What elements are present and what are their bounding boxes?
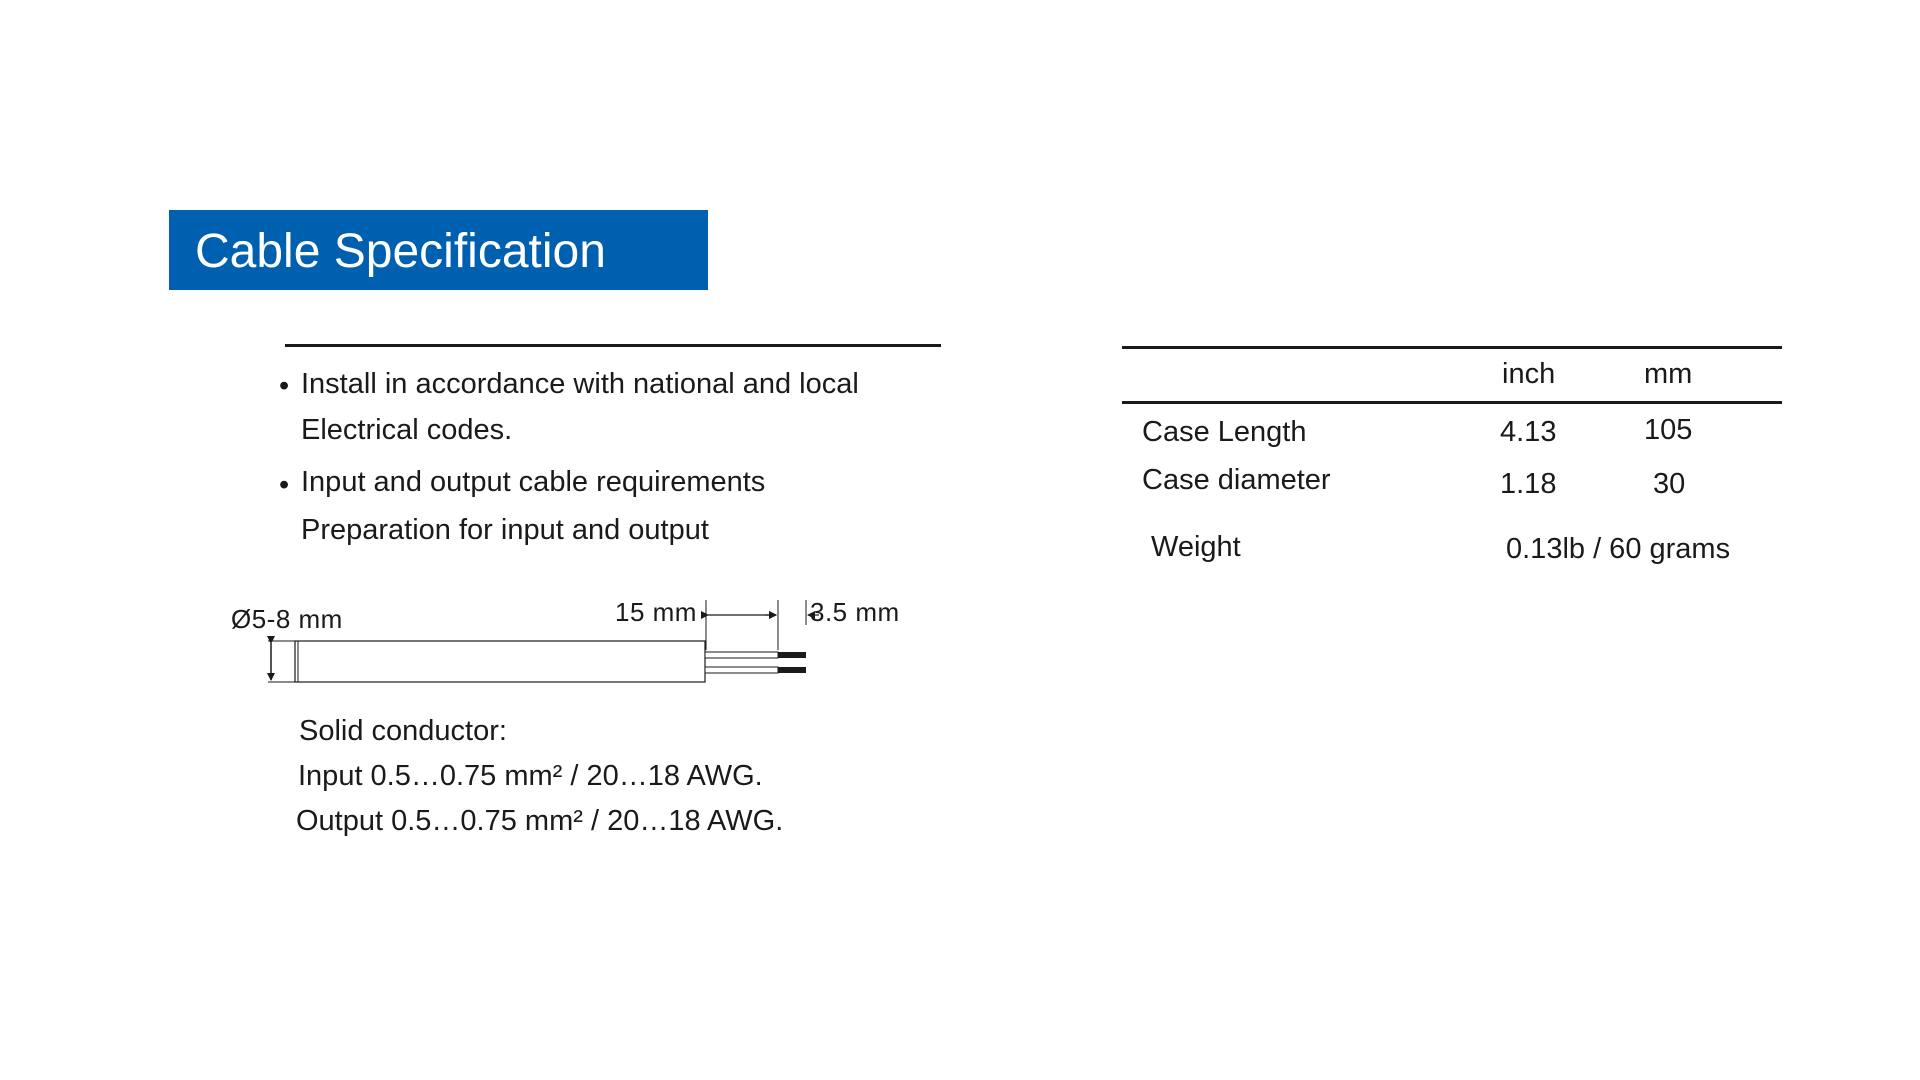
tip-length-label: 3.5 mm [810,597,900,627]
table-top-rule [1122,346,1782,349]
wire-tip-1 [778,652,806,658]
conductor-heading: Solid conductor: [299,715,507,747]
strip-length-label: 15 mm [615,597,697,627]
wire-tip-2 [778,667,806,673]
left-section-divider [285,344,941,347]
bullet-2-line-2: Preparation for input and output [301,514,709,546]
page-title: Cable Specification [195,225,606,278]
diameter-label: Ø5-8 mm [231,604,343,634]
row-label-case-diameter: Case diameter [1142,464,1331,496]
bullet-icon: • [279,370,290,402]
row-mm-case-length: 105 [1644,414,1693,446]
wire-2 [705,667,778,673]
conductor-input: Input 0.5…0.75 mm² / 20…18 AWG. [298,760,763,792]
conductor-output: Output 0.5…0.75 mm² / 20…18 AWG. [296,805,784,837]
spec-table [1122,344,1782,584]
header-inch: inch [1502,358,1556,390]
wire-1 [705,652,778,658]
header-mm: mm [1644,358,1693,390]
row-inch-case-length: 4.13 [1500,416,1557,448]
row-mm-case-diameter: 30 [1653,468,1686,500]
row-value-weight: 0.13lb / 60 grams [1506,533,1731,565]
row-label-weight: Weight [1151,531,1241,563]
bullet-1-line-2: Electrical codes. [301,414,513,446]
table-header-rule [1122,401,1782,404]
cable-sheath [295,641,705,682]
title-banner [169,210,708,290]
row-inch-case-diameter: 1.18 [1500,468,1557,500]
cable-strip-diagram [225,590,925,700]
bullet-2-line-1: Input and output cable requirements [301,466,766,498]
bullet-1-line-1: Install in accordance with national and local [301,368,859,400]
bullet-icon: • [279,469,290,501]
row-label-case-length: Case Length [1142,416,1307,448]
